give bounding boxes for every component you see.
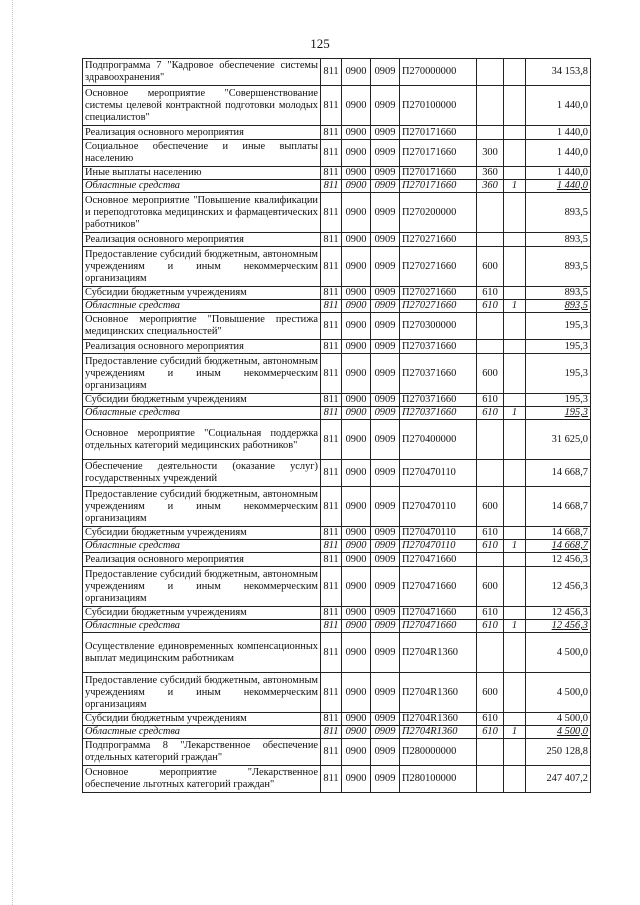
table-row xyxy=(83,673,591,713)
row-name: Основное мероприятие "Социальная поддержка отдельных категорий медицинских работников" xyxy=(83,420,321,460)
amount: 893,5 xyxy=(526,247,591,287)
expense-type-code: 600 xyxy=(477,567,504,607)
section-code: 0900 xyxy=(342,126,371,140)
row-name: Субсидии бюджетным учреждениям xyxy=(83,607,321,620)
section-code: 0900 xyxy=(342,460,371,487)
target-article-code: П270100000 xyxy=(400,86,477,126)
subsection-code: 0909 xyxy=(371,540,400,553)
funding-source-code: 1 xyxy=(504,407,526,420)
target-article-code: П2704R1360 xyxy=(400,673,477,713)
ministry-code: 811 xyxy=(321,140,342,167)
target-article-code: П270371660 xyxy=(400,407,477,420)
table-row xyxy=(83,620,591,633)
ministry-code: 811 xyxy=(321,233,342,247)
subsection-code: 0909 xyxy=(371,607,400,620)
funding-source-code: 1 xyxy=(504,540,526,553)
expense-type-code: 360 xyxy=(477,167,504,180)
expense-type-code xyxy=(477,233,504,247)
amount: 195,3 xyxy=(526,394,591,407)
expense-type-code: 600 xyxy=(477,354,504,394)
table-row xyxy=(83,300,591,313)
table-row xyxy=(83,354,591,394)
row-name: Областные средства xyxy=(83,300,321,313)
funding-source-code: 1 xyxy=(504,620,526,633)
table-row xyxy=(83,633,591,673)
table-row xyxy=(83,86,591,126)
table-row xyxy=(83,726,591,739)
expense-type-code xyxy=(477,460,504,487)
section-code: 0900 xyxy=(342,313,371,340)
target-article-code: П270171660 xyxy=(400,167,477,180)
amount: 12 456,3 xyxy=(526,620,591,633)
amount: 4 500,0 xyxy=(526,673,591,713)
expense-type-code: 600 xyxy=(477,247,504,287)
section-code: 0900 xyxy=(342,567,371,607)
subsection-code: 0909 xyxy=(371,167,400,180)
target-article-code: П270171660 xyxy=(400,180,477,193)
row-name: Предоставление субсидий бюджетным, автономным учреждениям и иным некоммерческим организациям xyxy=(83,354,321,394)
page-number: 125 xyxy=(310,36,330,51)
target-article-code: П2704R1360 xyxy=(400,726,477,739)
subsection-code: 0909 xyxy=(371,527,400,540)
funding-source-code xyxy=(504,340,526,354)
target-article-code: П270471660 xyxy=(400,620,477,633)
ministry-code: 811 xyxy=(321,287,342,300)
expense-type-code: 610 xyxy=(477,527,504,540)
expense-type-code xyxy=(477,193,504,233)
row-name: Областные средства xyxy=(83,540,321,553)
ministry-code: 811 xyxy=(321,180,342,193)
table-row xyxy=(83,766,591,793)
ministry-code: 811 xyxy=(321,340,342,354)
amount: 1 440,0 xyxy=(526,140,591,167)
table-row xyxy=(83,340,591,354)
section-code: 0900 xyxy=(342,287,371,300)
amount: 1 440,0 xyxy=(526,126,591,140)
section-code: 0900 xyxy=(342,354,371,394)
expense-type-code: 610 xyxy=(477,726,504,739)
ministry-code: 811 xyxy=(321,540,342,553)
table-row xyxy=(83,420,591,460)
ministry-code: 811 xyxy=(321,713,342,726)
funding-source-code xyxy=(504,460,526,487)
target-article-code: П270171660 xyxy=(400,126,477,140)
funding-source-code: 1 xyxy=(504,300,526,313)
expense-type-code: 610 xyxy=(477,394,504,407)
funding-source-code: 1 xyxy=(504,180,526,193)
ministry-code: 811 xyxy=(321,553,342,567)
table-row xyxy=(83,607,591,620)
funding-source-code xyxy=(504,487,526,527)
subsection-code: 0909 xyxy=(371,313,400,340)
expense-type-code xyxy=(477,340,504,354)
row-name: Областные средства xyxy=(83,407,321,420)
table-row xyxy=(83,313,591,340)
ministry-code: 811 xyxy=(321,460,342,487)
ministry-code: 811 xyxy=(321,126,342,140)
funding-source-code xyxy=(504,354,526,394)
amount: 34 153,8 xyxy=(526,59,591,86)
section-code: 0900 xyxy=(342,540,371,553)
amount: 1 440,0 xyxy=(526,180,591,193)
amount: 14 668,7 xyxy=(526,460,591,487)
expense-type-code xyxy=(477,313,504,340)
subsection-code: 0909 xyxy=(371,287,400,300)
funding-source-code: 1 xyxy=(504,726,526,739)
section-code: 0900 xyxy=(342,233,371,247)
subsection-code: 0909 xyxy=(371,726,400,739)
subsection-code: 0909 xyxy=(371,460,400,487)
funding-source-code xyxy=(504,420,526,460)
section-code: 0900 xyxy=(342,407,371,420)
ministry-code: 811 xyxy=(321,193,342,233)
target-article-code: П270171660 xyxy=(400,140,477,167)
subsection-code: 0909 xyxy=(371,567,400,607)
target-article-code: П280000000 xyxy=(400,739,477,766)
target-article-code: П270200000 xyxy=(400,193,477,233)
section-code: 0900 xyxy=(342,394,371,407)
target-article-code: П270371660 xyxy=(400,394,477,407)
target-article-code: П270471660 xyxy=(400,607,477,620)
target-article-code: П270300000 xyxy=(400,313,477,340)
table-row xyxy=(83,739,591,766)
amount: 31 625,0 xyxy=(526,420,591,460)
row-name: Обеспечение деятельности (оказание услуг) государственных учреждений xyxy=(83,460,321,487)
table-row xyxy=(83,407,591,420)
row-name: Основное мероприятие "Лекарственное обеспечение льготных категорий граждан" xyxy=(83,766,321,793)
funding-source-code xyxy=(504,247,526,287)
funding-source-code xyxy=(504,167,526,180)
ministry-code: 811 xyxy=(321,726,342,739)
subsection-code: 0909 xyxy=(371,739,400,766)
amount: 4 500,0 xyxy=(526,726,591,739)
row-name: Реализация основного мероприятия xyxy=(83,126,321,140)
expense-type-code: 610 xyxy=(477,287,504,300)
row-name: Реализация основного мероприятия xyxy=(83,553,321,567)
ministry-code: 811 xyxy=(321,247,342,287)
section-code: 0900 xyxy=(342,633,371,673)
subsection-code: 0909 xyxy=(371,407,400,420)
row-name: Предоставление субсидий бюджетным, автономным учреждениям и иным некоммерческим организациям xyxy=(83,247,321,287)
row-name: Осуществление единовременных компенсационных выплат медицинским работникам xyxy=(83,633,321,673)
subsection-code: 0909 xyxy=(371,620,400,633)
amount: 195,3 xyxy=(526,313,591,340)
binding-margin-line xyxy=(12,0,13,905)
section-code: 0900 xyxy=(342,726,371,739)
subsection-code: 0909 xyxy=(371,553,400,567)
expense-type-code: 610 xyxy=(477,607,504,620)
target-article-code: П270371660 xyxy=(400,354,477,394)
ministry-code: 811 xyxy=(321,673,342,713)
row-name: Подпрограмма 8 "Лекарственное обеспечение отдельных категорий граждан" xyxy=(83,739,321,766)
funding-source-code xyxy=(504,126,526,140)
section-code: 0900 xyxy=(342,193,371,233)
section-code: 0900 xyxy=(342,59,371,86)
subsection-code: 0909 xyxy=(371,487,400,527)
table-row xyxy=(83,180,591,193)
expense-type-code: 610 xyxy=(477,540,504,553)
row-name: Основное мероприятие "Совершенствование системы целевой контрактной подготовки молодых специалистов" xyxy=(83,86,321,126)
expense-type-code xyxy=(477,739,504,766)
funding-source-code xyxy=(504,739,526,766)
ministry-code: 811 xyxy=(321,487,342,527)
section-code: 0900 xyxy=(342,527,371,540)
section-code: 0900 xyxy=(342,340,371,354)
expense-type-code: 610 xyxy=(477,300,504,313)
expense-type-code: 610 xyxy=(477,713,504,726)
section-code: 0900 xyxy=(342,713,371,726)
section-code: 0900 xyxy=(342,86,371,126)
table-row xyxy=(83,527,591,540)
target-article-code: П270271660 xyxy=(400,247,477,287)
expense-type-code: 600 xyxy=(477,487,504,527)
ministry-code: 811 xyxy=(321,407,342,420)
ministry-code: 811 xyxy=(321,620,342,633)
table-row xyxy=(83,233,591,247)
table-row xyxy=(83,394,591,407)
table-row xyxy=(83,713,591,726)
target-article-code: П270271660 xyxy=(400,300,477,313)
funding-source-code xyxy=(504,313,526,340)
ministry-code: 811 xyxy=(321,739,342,766)
subsection-code: 0909 xyxy=(371,140,400,167)
ministry-code: 811 xyxy=(321,420,342,460)
amount: 893,5 xyxy=(526,300,591,313)
ministry-code: 811 xyxy=(321,354,342,394)
amount: 247 407,2 xyxy=(526,766,591,793)
amount: 195,3 xyxy=(526,407,591,420)
target-article-code: П2704R1360 xyxy=(400,713,477,726)
row-name: Предоставление субсидий бюджетным, автономным учреждениям и иным некоммерческим организациям xyxy=(83,567,321,607)
row-name: Субсидии бюджетным учреждениям xyxy=(83,527,321,540)
funding-source-code xyxy=(504,140,526,167)
amount: 195,3 xyxy=(526,354,591,394)
ministry-code: 811 xyxy=(321,300,342,313)
amount: 12 456,3 xyxy=(526,553,591,567)
ministry-code: 811 xyxy=(321,167,342,180)
table-row xyxy=(83,553,591,567)
subsection-code: 0909 xyxy=(371,193,400,233)
subsection-code: 0909 xyxy=(371,673,400,713)
amount: 4 500,0 xyxy=(526,713,591,726)
funding-source-code xyxy=(504,59,526,86)
subsection-code: 0909 xyxy=(371,394,400,407)
row-name: Основное мероприятие "Повышение престижа медицинских специальностей" xyxy=(83,313,321,340)
table-row xyxy=(83,140,591,167)
funding-source-code xyxy=(504,193,526,233)
section-code: 0900 xyxy=(342,620,371,633)
funding-source-code xyxy=(504,713,526,726)
section-code: 0900 xyxy=(342,673,371,713)
expense-type-code xyxy=(477,633,504,673)
table-row xyxy=(83,59,591,86)
target-article-code: П270000000 xyxy=(400,59,477,86)
row-name: Предоставление субсидий бюджетным, автономным учреждениям и иным некоммерческим организациям xyxy=(83,673,321,713)
section-code: 0900 xyxy=(342,300,371,313)
amount: 12 456,3 xyxy=(526,607,591,620)
expense-type-code: 600 xyxy=(477,673,504,713)
amount: 12 456,3 xyxy=(526,567,591,607)
expense-type-code xyxy=(477,420,504,460)
row-name: Областные средства xyxy=(83,620,321,633)
row-name: Социальное обеспечение и иные выплаты населению xyxy=(83,140,321,167)
funding-source-code xyxy=(504,394,526,407)
amount: 14 668,7 xyxy=(526,487,591,527)
section-code: 0900 xyxy=(342,766,371,793)
funding-source-code xyxy=(504,567,526,607)
amount: 893,5 xyxy=(526,193,591,233)
funding-source-code xyxy=(504,86,526,126)
target-article-code: П270470110 xyxy=(400,487,477,527)
target-article-code: П270471660 xyxy=(400,553,477,567)
row-name: Реализация основного мероприятия xyxy=(83,340,321,354)
row-name: Иные выплаты населению xyxy=(83,167,321,180)
amount: 195,3 xyxy=(526,340,591,354)
ministry-code: 811 xyxy=(321,607,342,620)
table-row xyxy=(83,193,591,233)
row-name: Основное мероприятие "Повышение квалификации и переподготовка медицинских и фармацевтических работников" xyxy=(83,193,321,233)
table-row xyxy=(83,287,591,300)
expense-type-code xyxy=(477,86,504,126)
funding-source-code xyxy=(504,287,526,300)
row-name: Областные средства xyxy=(83,726,321,739)
row-name: Субсидии бюджетным учреждениям xyxy=(83,394,321,407)
subsection-code: 0909 xyxy=(371,354,400,394)
table-row xyxy=(83,540,591,553)
target-article-code: П270400000 xyxy=(400,420,477,460)
amount: 893,5 xyxy=(526,287,591,300)
target-article-code: П270271660 xyxy=(400,287,477,300)
funding-source-code xyxy=(504,633,526,673)
ministry-code: 811 xyxy=(321,86,342,126)
budget-table xyxy=(82,58,591,793)
subsection-code: 0909 xyxy=(371,633,400,673)
amount: 893,5 xyxy=(526,233,591,247)
ministry-code: 811 xyxy=(321,567,342,607)
subsection-code: 0909 xyxy=(371,180,400,193)
ministry-code: 811 xyxy=(321,766,342,793)
amount: 250 128,8 xyxy=(526,739,591,766)
row-name: Областные средства xyxy=(83,180,321,193)
row-name: Подпрограмма 7 "Кадровое обеспечение системы здравоохранения" xyxy=(83,59,321,86)
ministry-code: 811 xyxy=(321,394,342,407)
target-article-code: П2704R1360 xyxy=(400,633,477,673)
section-code: 0900 xyxy=(342,247,371,287)
funding-source-code xyxy=(504,553,526,567)
amount: 1 440,0 xyxy=(526,86,591,126)
expense-type-code: 610 xyxy=(477,407,504,420)
subsection-code: 0909 xyxy=(371,247,400,287)
section-code: 0900 xyxy=(342,553,371,567)
expense-type-code: 300 xyxy=(477,140,504,167)
funding-source-code xyxy=(504,527,526,540)
subsection-code: 0909 xyxy=(371,86,400,126)
ministry-code: 811 xyxy=(321,633,342,673)
ministry-code: 811 xyxy=(321,313,342,340)
subsection-code: 0909 xyxy=(371,340,400,354)
amount: 14 668,7 xyxy=(526,540,591,553)
expense-type-code xyxy=(477,553,504,567)
table-row xyxy=(83,247,591,287)
subsection-code: 0909 xyxy=(371,233,400,247)
section-code: 0900 xyxy=(342,607,371,620)
funding-source-code xyxy=(504,766,526,793)
subsection-code: 0909 xyxy=(371,766,400,793)
subsection-code: 0909 xyxy=(371,713,400,726)
table-row xyxy=(83,567,591,607)
subsection-code: 0909 xyxy=(371,59,400,86)
amount: 4 500,0 xyxy=(526,633,591,673)
row-name: Субсидии бюджетным учреждениям xyxy=(83,713,321,726)
amount: 14 668,7 xyxy=(526,527,591,540)
table-row xyxy=(83,126,591,140)
target-article-code: П270371660 xyxy=(400,340,477,354)
target-article-code: П270471660 xyxy=(400,567,477,607)
expense-type-code: 360 xyxy=(477,180,504,193)
table-row xyxy=(83,487,591,527)
expense-type-code: 610 xyxy=(477,620,504,633)
row-name: Субсидии бюджетным учреждениям xyxy=(83,287,321,300)
target-article-code: П280100000 xyxy=(400,766,477,793)
expense-type-code xyxy=(477,766,504,793)
section-code: 0900 xyxy=(342,167,371,180)
section-code: 0900 xyxy=(342,180,371,193)
ministry-code: 811 xyxy=(321,527,342,540)
target-article-code: П270271660 xyxy=(400,233,477,247)
target-article-code: П270470110 xyxy=(400,527,477,540)
subsection-code: 0909 xyxy=(371,420,400,460)
table-row xyxy=(83,167,591,180)
target-article-code: П270470110 xyxy=(400,540,477,553)
section-code: 0900 xyxy=(342,140,371,167)
amount: 1 440,0 xyxy=(526,167,591,180)
table-row xyxy=(83,460,591,487)
expense-type-code xyxy=(477,126,504,140)
ministry-code: 811 xyxy=(321,59,342,86)
row-name: Реализация основного мероприятия xyxy=(83,233,321,247)
subsection-code: 0909 xyxy=(371,126,400,140)
funding-source-code xyxy=(504,607,526,620)
row-name: Предоставление субсидий бюджетным, автономным учреждениям и иным некоммерческим организациям xyxy=(83,487,321,527)
funding-source-code xyxy=(504,673,526,713)
funding-source-code xyxy=(504,233,526,247)
subsection-code: 0909 xyxy=(371,300,400,313)
section-code: 0900 xyxy=(342,420,371,460)
section-code: 0900 xyxy=(342,487,371,527)
section-code: 0900 xyxy=(342,739,371,766)
expense-type-code xyxy=(477,59,504,86)
target-article-code: П270470110 xyxy=(400,460,477,487)
